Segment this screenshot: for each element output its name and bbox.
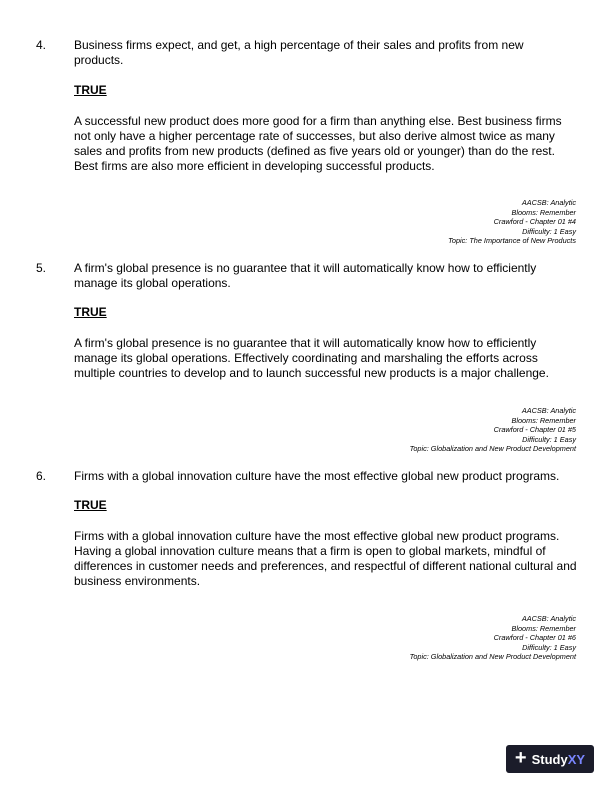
meta-blooms: Blooms: Remember bbox=[511, 623, 576, 633]
explanation-text: A firm's global presence is no guarantee that it will automatically know how to efficiently manage its global operations. Effectively coordinating and marshaling the efforts across multiple countries to develop and to launch successful new products is a major challenge. bbox=[74, 336, 549, 380]
meta-aacsb: AACSB: Analytic bbox=[521, 198, 576, 207]
question-text: A firm's global presence is no guarantee that it will automatically know how to efficiently manage its global operations. bbox=[74, 261, 537, 290]
meta-topic: Topic: The Importance of New Products bbox=[448, 236, 576, 246]
answer-label: TRUE bbox=[74, 498, 107, 512]
meta-aacsb: AACSB: Analytic bbox=[521, 406, 576, 415]
meta-difficulty: Difficulty: 1 Easy bbox=[522, 226, 576, 236]
question-metadata bbox=[448, 198, 576, 246]
answer-label: TRUE bbox=[74, 83, 107, 97]
answer-label: TRUE bbox=[74, 305, 107, 319]
meta-chapter: Crawford - Chapter 01 #5 bbox=[493, 425, 576, 435]
plus-icon: + bbox=[514, 747, 527, 769]
meta-chapter: Crawford - Chapter 01 #4 bbox=[493, 217, 576, 227]
badge-brand-text: Study bbox=[531, 751, 568, 767]
question-number: 4. bbox=[36, 38, 47, 52]
question-text: Business firms expect, and get, a high percentage of their sales and profits from new products. bbox=[74, 38, 524, 67]
question-text: Firms with a global innovation culture have the most effective global new product programs. bbox=[74, 469, 560, 483]
explanation-text: Firms with a global innovation culture have the most effective global new product programs. Having a global innovation culture means that a firm is open to global markets, mindful of differences in customer needs and preferences, and respectful of different national cultural and business environments. bbox=[74, 529, 577, 588]
meta-topic: Topic: Globalization and New Product Development bbox=[409, 652, 576, 662]
question-metadata bbox=[410, 406, 576, 454]
meta-difficulty: Difficulty: 1 Easy bbox=[522, 642, 576, 652]
meta-chapter: Crawford - Chapter 01 #6 bbox=[493, 633, 576, 643]
explanation-text: A successful new product does more good for a firm than anything else. Best business firms not only have a higher percentage rate of successes, but also derive almost twice as many sales and profits from new products (defined as five years old or younger) than do the rest. Best firms are also more efficient in developing successful products. bbox=[74, 114, 562, 173]
question-number: 5. bbox=[36, 261, 47, 275]
meta-blooms: Blooms: Remember bbox=[511, 207, 576, 217]
meta-difficulty: Difficulty: 1 Easy bbox=[522, 434, 576, 444]
question-metadata bbox=[410, 614, 576, 662]
studyxy-badge[interactable] bbox=[506, 745, 594, 773]
question-number: 6. bbox=[36, 469, 47, 483]
meta-topic: Topic: Globalization and New Product Development bbox=[409, 444, 576, 454]
meta-blooms: Blooms: Remember bbox=[511, 415, 576, 425]
meta-aacsb: AACSB: Analytic bbox=[521, 614, 576, 623]
badge-brand-accent: XY bbox=[567, 751, 586, 767]
